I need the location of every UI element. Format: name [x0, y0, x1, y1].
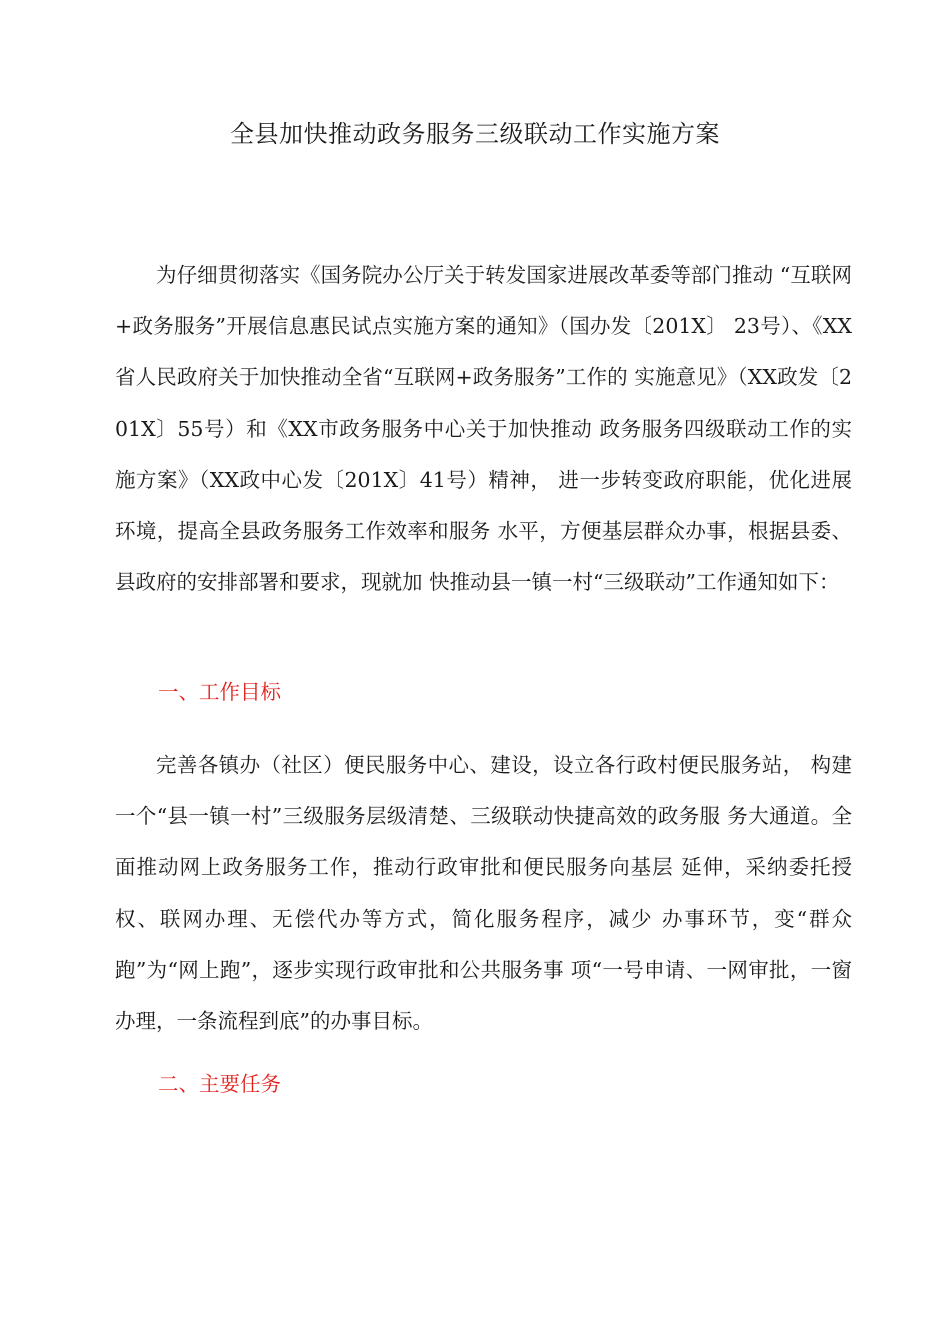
section-heading-work-goals: 一、工作目标: [158, 680, 281, 704]
intro-paragraph: 为仔细贯彻落实《国务院办公厅关于转发国家进展改革委等部门推动 “互联网+政务服务”开展信息惠民试点实施方案的通知》（国办发〔201X〕 23号）、《XX省人民政府关于加快推动全省“互联网+政务服务”工作的 实施意见》（XX政发〔201X〕55号）和《XX市政务服务中心关于加快推动 政务服务四级联动工作的实施方案》（XX政中心发〔201X〕41号）精神， 进一步转变政府职能，优化进展环境，提高全县政务服务工作效率和服务 水平，方便基层群众办事，根据县委、县政府的安排部署和要求，现就加 快推动县一镇一村“三级联动”工作通知如下：: [115, 263, 852, 595]
document-title: 全县加快推动政务服务三级联动工作实施方案: [230, 120, 720, 148]
section-heading-main-tasks: 二、主要任务: [158, 1072, 281, 1096]
work-goals-paragraph: 完善各镇办（社区）便民服务中心、建设，设立各行政村便民服务站， 构建一个“县一镇一村”三级服务层级清楚、三级联动快捷高效的政务服 务大通道。全面推动网上政务服务工作，推动行政审批和便民服务向基层 延伸，采纳委托授权、联网办理、无偿代办等方式，简化服务程序，减少 办事环节，变“群众跑”为“网上跑”，逐步实现行政审批和公共服务事 项“一号申请、一网审批，一窗办理，一条流程到底”的办事目标。: [115, 753, 852, 1034]
